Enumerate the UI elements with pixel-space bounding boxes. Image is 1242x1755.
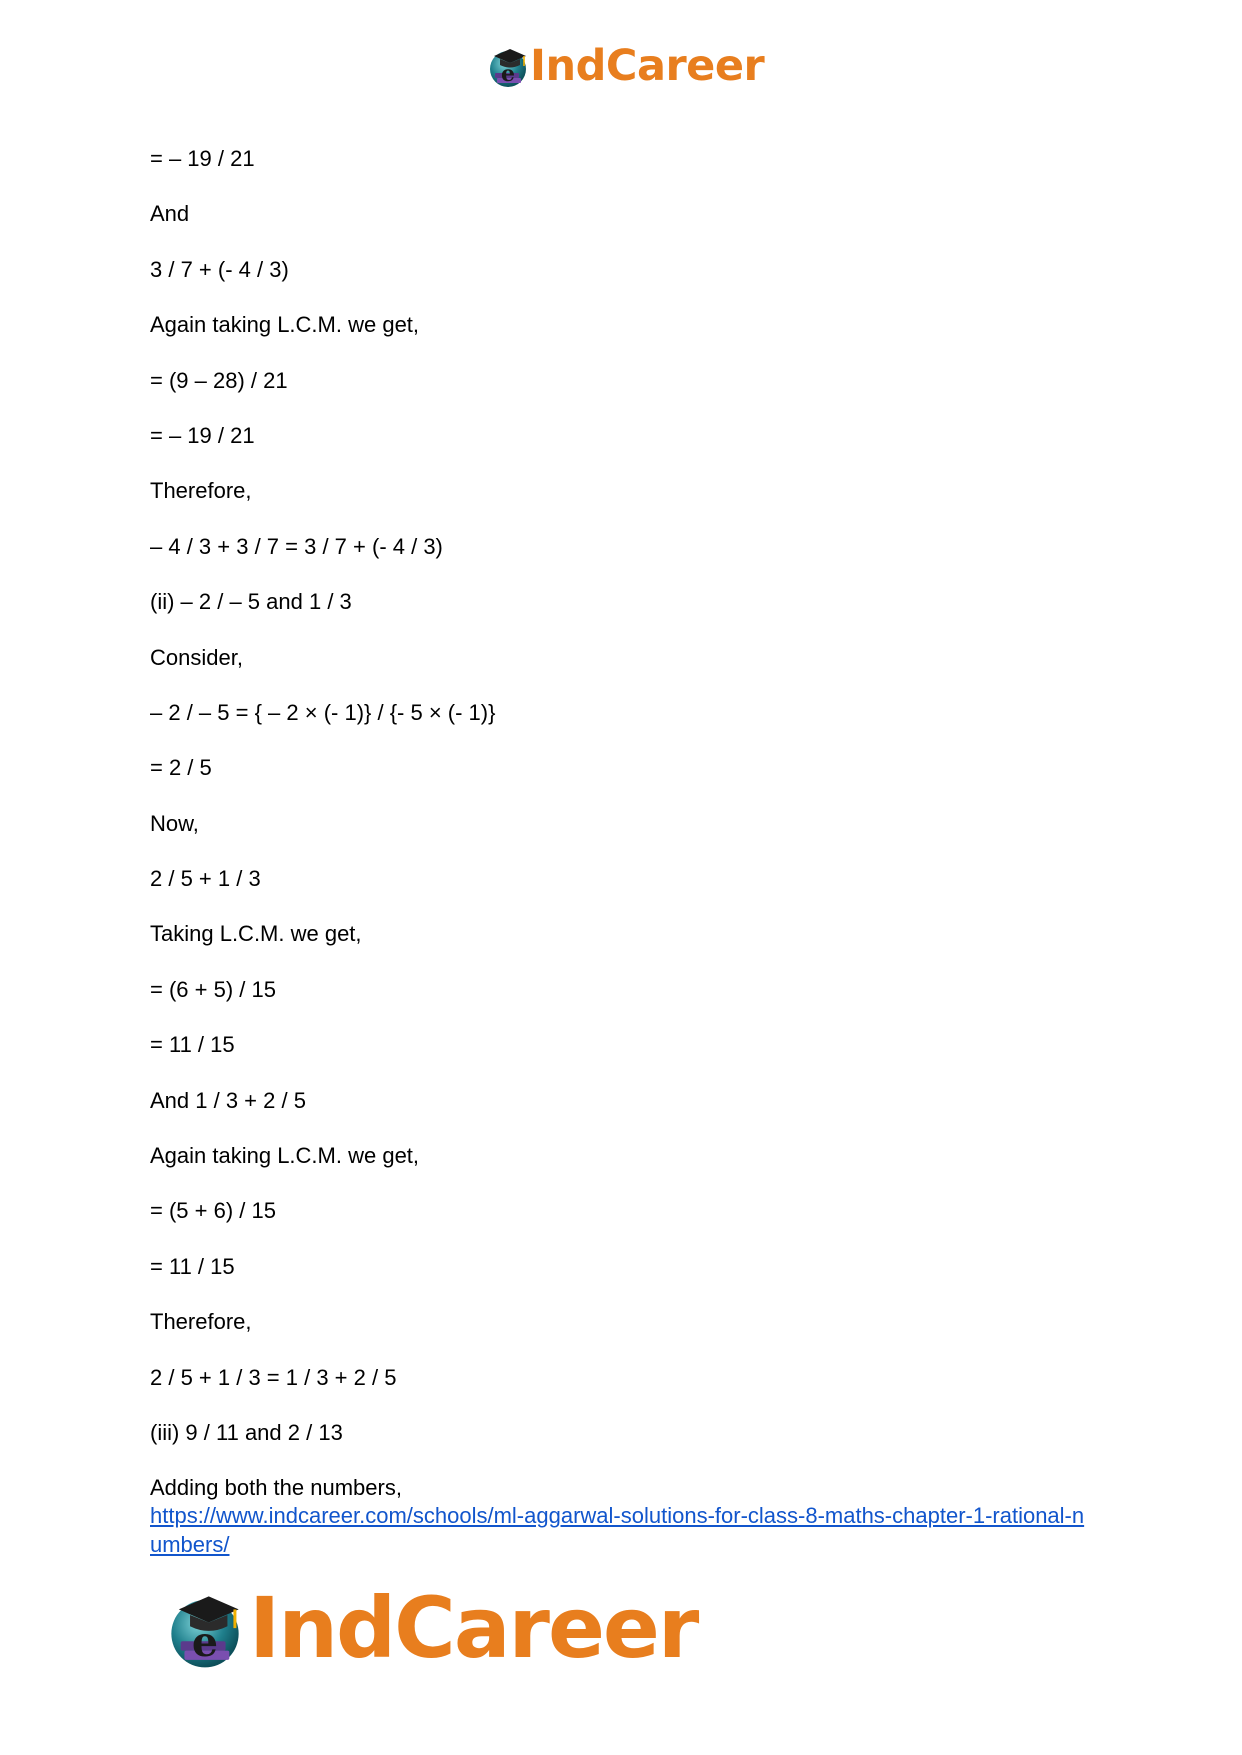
text-line: = 2 / 5 <box>150 755 212 781</box>
header-brand-text: IndCareer <box>530 40 765 91</box>
source-link[interactable]: https://www.indcareer.com/schools/ml-aggarwal-solutions-for-class-8-maths-chapter-1-rational-numbers/ <box>150 1503 1085 1558</box>
text-line: (iii) 9 / 11 and 2 / 13 <box>150 1419 343 1445</box>
indcareer-logo-icon <box>163 1587 247 1673</box>
document-body <box>150 146 1110 1559</box>
text-line: And 1 / 3 + 2 / 5 <box>150 1087 306 1113</box>
text-line: = 11 / 15 <box>150 1253 235 1279</box>
text-line: (ii) – 2 / – 5 and 1 / 3 <box>150 589 352 615</box>
header-logo <box>488 42 764 92</box>
text-line: – 4 / 3 + 3 / 7 = 3 / 7 + (- 4 / 3) <box>150 533 443 559</box>
text-line: Again taking L.C.M. we get, <box>150 312 420 338</box>
text-line: And <box>150 201 190 227</box>
text-line: Now, <box>150 810 199 836</box>
footer-logo <box>163 1579 698 1677</box>
text-line: Taking L.C.M. we get, <box>150 921 362 947</box>
text-line: – 2 / – 5 = { – 2 × (- 1)} / {- 5 × (- 1)} <box>150 699 496 725</box>
text-line: Consider, <box>150 644 243 670</box>
indcareer-logo-icon <box>488 44 528 90</box>
svg-text:e: e <box>191 1617 219 1667</box>
text-line: = (5 + 6) / 15 <box>150 1198 276 1224</box>
svg-text:e: e <box>501 61 515 87</box>
text-line: Again taking L.C.M. we get, <box>150 1143 420 1169</box>
text-line: Therefore, <box>150 1309 252 1335</box>
text-line: Adding both the numbers, <box>150 1475 402 1501</box>
text-line: = (9 – 28) / 21 <box>150 367 288 393</box>
text-line: 2 / 5 + 1 / 3 = 1 / 3 + 2 / 5 <box>150 1364 397 1390</box>
text-line: 2 / 5 + 1 / 3 <box>150 866 261 892</box>
text-line: = – 19 / 21 <box>150 422 255 448</box>
text-line: 3 / 7 + (- 4 / 3) <box>150 256 289 282</box>
text-line: = (6 + 5) / 15 <box>150 976 276 1002</box>
footer-brand-text: IndCareer <box>249 1579 698 1677</box>
text-line: Therefore, <box>150 478 252 504</box>
text-line: = 11 / 15 <box>150 1032 235 1058</box>
text-line: = – 19 / 21 <box>150 146 255 171</box>
